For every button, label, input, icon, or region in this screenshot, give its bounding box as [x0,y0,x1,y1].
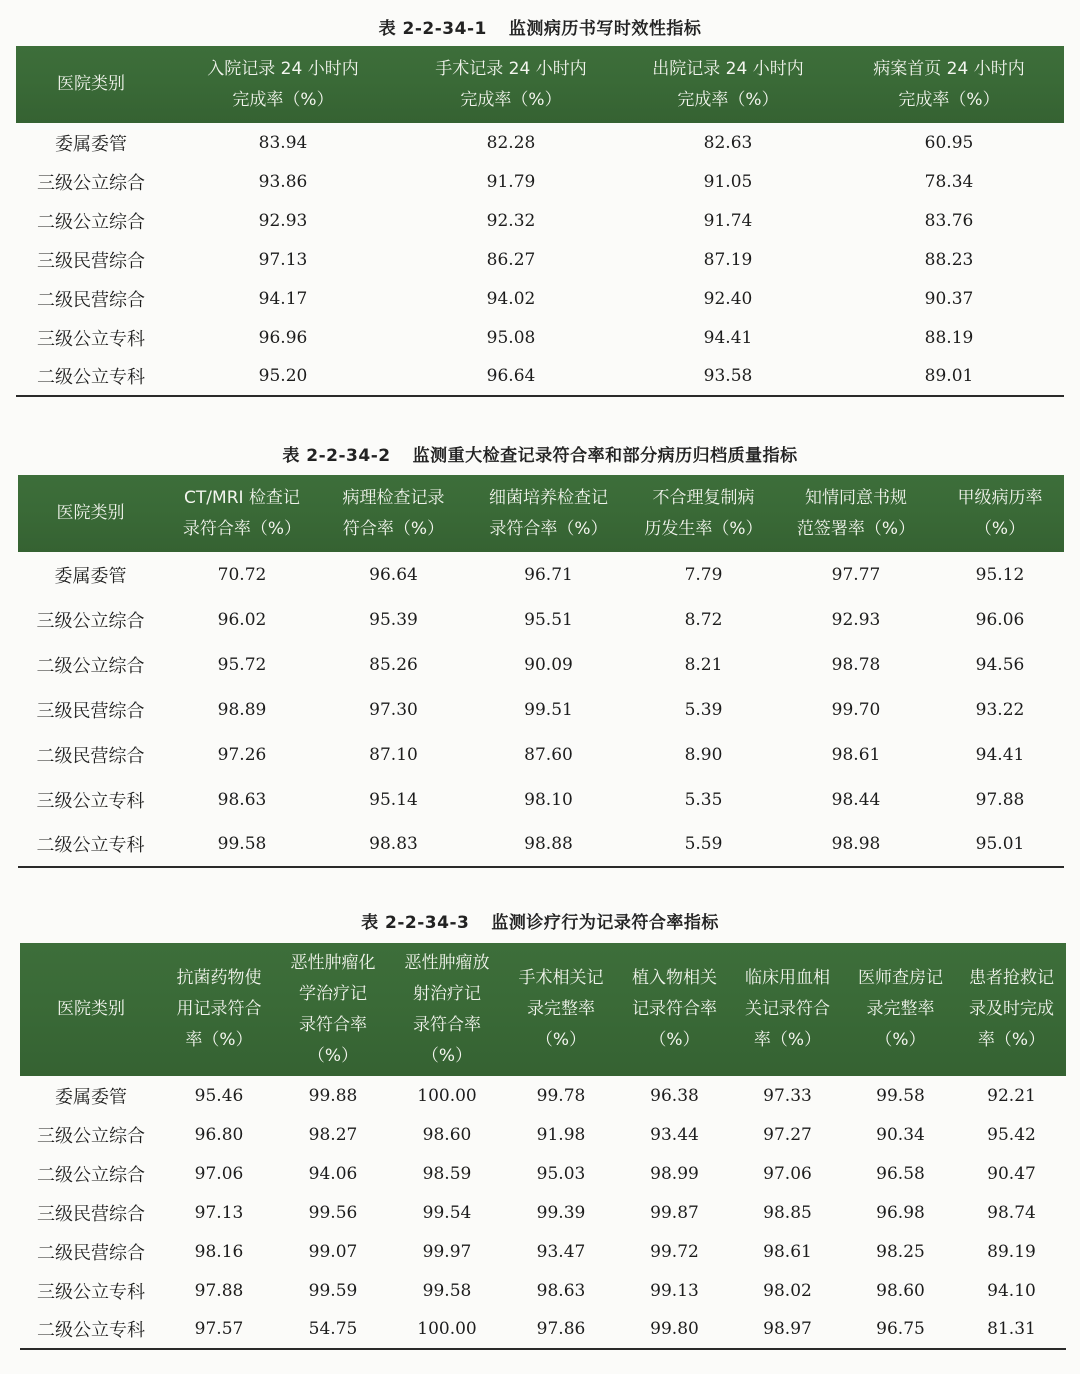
table-cell: 96.02 [217,609,267,630]
table1 [16,46,1064,397]
table3-caption-number: 表 2-2-34-3 [361,913,470,933]
table-cell: 95.03 [536,1163,586,1184]
table-cell: 98.02 [763,1280,812,1301]
table-cell: 98.60 [422,1124,472,1145]
table-cell: 95.51 [524,609,573,630]
table-cell: 97.88 [194,1280,244,1301]
table-cell: 96.64 [400,357,622,396]
column-header [400,46,622,123]
table-cell: 95.72 [217,654,267,675]
row-label: 三级公立综合 [37,172,145,194]
header-line: 录符合率 [413,1014,481,1035]
table-cell: 87.60 [524,744,573,765]
table-cell: 94.06 [308,1163,358,1184]
table-cell: 90.47 [987,1163,1036,1184]
table-cell: 99.58 [163,822,321,867]
table1-caption-number: 表 2-2-34-1 [378,19,487,39]
table-cell: 95.14 [369,789,418,810]
header-line: 植入物相关 [632,968,717,988]
table2-caption [0,441,1080,466]
table-cell: 99.80 [618,1310,731,1349]
header-line: 率（%） [185,1030,253,1050]
table-cell: 96.75 [844,1310,957,1349]
row-label: 二级民营综合 [37,1242,145,1264]
header-line: 医院类别 [56,503,125,523]
table-cell: 98.89 [217,699,267,720]
table-cell: 97.13 [194,1202,244,1223]
table-row [18,777,1064,822]
table-cell: 89.19 [987,1241,1036,1262]
header-line: 录完整率 [527,999,595,1019]
header-line: 关记录符合 [745,999,830,1019]
table-cell: 98.98 [776,822,936,867]
table-cell: 94.10 [987,1280,1036,1301]
table-cell: 93.86 [258,171,308,192]
table-cell: 97.27 [763,1124,812,1145]
header-line: 医师查房记 [858,968,943,988]
row-label: 二级民营综合 [37,289,145,311]
header-line: 范签署率（%） [796,518,916,539]
header-line: 完成率（%） [898,89,1000,110]
table1-caption [0,14,1080,39]
table-cell: 98.83 [321,822,466,867]
table-cell: 98.78 [831,654,881,675]
table-cell: 96.98 [876,1202,925,1223]
table-cell: 90.34 [876,1124,925,1145]
table-row [16,201,1064,240]
table-cell: 99.13 [650,1280,699,1301]
header-line: 历发生率（%） [644,518,763,539]
header-line: 用记录符合 [176,999,262,1019]
header-line: 抗菌药物使 [176,968,262,988]
header-line: 手术相关记 [518,968,604,988]
header-line: 录完整率 [866,999,935,1019]
table1-caption-title: 监测病历书写时效性指标 [508,19,702,39]
table-cell: 92.93 [831,609,881,630]
table-cell: 99.87 [650,1202,699,1223]
header-line: 入院记录 24 小时内 [207,58,359,79]
table-cell: 95.01 [936,822,1064,867]
table-cell: 98.97 [731,1310,844,1349]
column-header [390,943,504,1076]
header-line: 不合理复制病 [652,487,755,508]
table-cell: 97.57 [162,1310,276,1349]
table-cell: 95.08 [486,327,536,348]
table-cell: 85.26 [369,654,418,675]
table-cell: 96.96 [258,327,308,348]
column-header [166,46,400,123]
table-cell: 97.26 [217,744,267,765]
table-cell: 54.75 [276,1310,390,1349]
header-line: 临床用血相 [745,968,830,988]
table-cell: 97.13 [258,249,308,270]
table-cell: 98.88 [466,822,631,867]
table-cell: 99.72 [650,1241,699,1262]
table-cell: 88.23 [924,249,974,270]
table2 [18,475,1064,868]
table-cell: 98.60 [876,1280,925,1301]
table-cell: 97.06 [194,1163,244,1184]
header-row [20,943,1066,1076]
table-cell: 94.41 [975,744,1025,765]
table-cell: 94.56 [975,654,1025,675]
table-row [16,123,1064,162]
table-cell: 86.27 [486,249,536,270]
header-line: 录及时完成 [969,999,1054,1019]
table-cell: 93.22 [975,699,1025,720]
table-cell: 95.42 [987,1124,1036,1145]
column-header-category [20,943,162,1076]
row-label: 委属委管 [55,1086,127,1108]
table-cell: 98.85 [763,1202,812,1223]
column-header [844,943,957,1076]
header-line: 记录符合率 [632,999,717,1019]
table-cell: 93.58 [622,357,834,396]
header-line: 病案首页 24 小时内 [873,58,1025,79]
header-line: 完成率（%） [677,89,779,110]
header-line: 患者抢救记 [969,968,1054,988]
table-row [18,687,1064,732]
table3 [20,943,1066,1350]
header-line: 率（%） [977,1030,1046,1050]
header-line: （%） [875,1030,926,1050]
table-cell: 93.47 [536,1241,586,1262]
column-header [466,475,631,552]
header-line: 恶性肿瘤放 [404,952,490,973]
table-cell: 8.21 [684,654,723,675]
table-row [20,1076,1066,1115]
table3-caption [0,908,1080,933]
table-cell: 96.64 [369,564,418,585]
table-cell: 90.09 [524,654,573,675]
table-cell: 83.94 [258,132,308,153]
table-cell: 98.44 [831,789,881,810]
table-cell: 98.10 [524,789,573,810]
table3-caption-title: 监测诊疗行为记录符合率指标 [491,913,719,933]
column-header [504,943,618,1076]
table-row [20,1154,1066,1193]
table-cell: 96.06 [975,609,1025,630]
header-line: 手术记录 24 小时内 [435,58,587,79]
header-line: 出院记录 24 小时内 [652,58,804,79]
table-row [18,822,1064,867]
header-row [16,46,1064,123]
table-row [20,1232,1066,1271]
table-cell: 60.95 [924,132,974,153]
table-cell: 98.59 [422,1163,472,1184]
column-header [776,475,936,552]
row-label: 二级公立综合 [36,655,145,677]
table-cell: 97.30 [369,699,418,720]
row-label: 三级公立综合 [36,610,145,632]
table-cell: 90.37 [924,288,974,309]
table-cell: 97.06 [763,1163,812,1184]
row-label: 三级公立专科 [37,328,145,350]
table-cell: 98.61 [763,1241,812,1262]
table-cell: 94.17 [258,288,308,309]
table-row [20,1310,1066,1349]
table-cell: 92.21 [987,1085,1036,1106]
header-line: 射治疗记 [413,983,481,1004]
table-cell: 91.79 [486,171,536,192]
row-label: 委属委管 [54,565,127,587]
table-cell: 78.34 [924,171,974,192]
table-row [16,240,1064,279]
table-row [20,1115,1066,1154]
column-header [622,46,834,123]
table-cell: 98.27 [308,1124,358,1145]
table-cell: 98.61 [831,744,881,765]
header-line: 恶性肿瘤化 [290,952,376,973]
table-cell: 100.00 [417,1085,477,1106]
table-cell: 91.05 [703,171,753,192]
column-header-category [16,46,166,123]
header-line: 符合率（%） [342,518,445,539]
table-cell: 97.33 [763,1085,812,1106]
row-label: 三级民营综合 [37,250,145,272]
table-cell: 99.56 [308,1202,358,1223]
header-row [18,475,1064,552]
header-line: （%） [307,1045,359,1066]
row-label: 三级民营综合 [37,1203,145,1225]
table-row [20,1193,1066,1232]
table-cell: 88.19 [924,327,974,348]
column-header [834,46,1064,123]
table-row [18,597,1064,642]
header-line: 医院类别 [57,74,125,94]
table-cell: 93.44 [650,1124,699,1145]
table-cell: 8.72 [684,609,723,630]
table-cell: 98.16 [194,1241,244,1262]
table-cell: 98.99 [650,1163,699,1184]
row-label: 二级公立综合 [37,211,145,233]
table-row [16,162,1064,201]
table-cell: 96.58 [876,1163,925,1184]
table-cell: 99.97 [422,1241,472,1262]
table-cell: 82.63 [703,132,753,153]
table-cell: 5.39 [684,699,723,720]
header-line: CT/MRI 检查记 [184,487,300,508]
column-header [163,475,321,552]
table-cell: 92.40 [703,288,753,309]
column-header [936,475,1064,552]
header-line: 录符合率（%） [489,518,608,539]
table-cell: 98.63 [217,789,267,810]
header-line: 学治疗记 [299,983,367,1004]
row-label: 委属委管 [55,133,127,155]
table-row [16,357,1064,396]
row-label: 三级公立专科 [37,1281,145,1303]
row-label: 二级公立综合 [37,1164,145,1186]
table-cell: 96.71 [524,564,573,585]
table-cell: 95.46 [194,1085,244,1106]
table-cell: 83.76 [924,210,974,231]
table-cell: 96.38 [650,1085,699,1106]
table-cell: 81.31 [957,1310,1066,1349]
table-cell: 92.32 [486,210,536,231]
table-cell: 87.10 [369,744,418,765]
table-cell: 98.63 [536,1280,586,1301]
table-cell: 95.20 [166,357,400,396]
table-cell: 99.59 [308,1280,358,1301]
table-cell: 97.86 [504,1310,618,1349]
header-line: （%） [421,1045,473,1066]
column-header [276,943,390,1076]
column-header [321,475,466,552]
table-cell: 89.01 [834,357,1064,396]
table-cell: 99.07 [308,1241,358,1262]
table-cell: 99.70 [831,699,881,720]
table-cell: 94.02 [486,288,536,309]
table-cell: 92.93 [258,210,308,231]
header-line: 甲级病历率 [957,487,1043,508]
table-cell: 95.12 [975,564,1025,585]
header-line: 细菌培养检查记 [489,487,608,508]
header-line: 率（%） [753,1030,822,1050]
table2-caption-title: 监测重大检查记录符合率和部分病历归档质量指标 [412,446,798,466]
table-row [16,279,1064,318]
table-cell: 8.90 [684,744,723,765]
table-cell: 7.79 [684,564,723,585]
table-cell: 91.98 [536,1124,586,1145]
table-cell: 98.74 [987,1202,1036,1223]
row-label: 三级民营综合 [36,700,145,722]
table-cell: 96.80 [194,1124,244,1145]
column-header [631,475,776,552]
table-cell: 99.58 [876,1085,925,1106]
row-label: 二级公立专科 [16,357,166,396]
column-header [618,943,731,1076]
header-line: 知情同意书规 [805,487,907,508]
header-line: （%） [649,1030,700,1050]
header-line: 完成率（%） [232,89,334,110]
table-cell: 97.77 [831,564,881,585]
row-label: 二级民营综合 [36,745,145,767]
table-row [20,1271,1066,1310]
header-line: 完成率（%） [460,89,562,110]
column-header [731,943,844,1076]
table-row [16,318,1064,357]
column-header [162,943,276,1076]
row-label: 二级公立专科 [18,822,163,867]
row-label: 二级公立专科 [20,1310,162,1349]
table-cell: 98.25 [876,1241,925,1262]
table-cell: 70.72 [217,564,267,585]
table-cell: 99.54 [422,1202,472,1223]
header-line: 录符合率（%） [182,518,302,539]
table-row [18,732,1064,777]
header-line: 录符合率 [299,1014,367,1035]
table-cell: 87.19 [703,249,753,270]
table-cell: 95.39 [369,609,418,630]
table-cell: 99.39 [536,1202,586,1223]
table-cell: 99.78 [536,1085,586,1106]
table-cell: 91.74 [703,210,753,231]
table-cell: 5.35 [684,789,723,810]
table2-caption-number: 表 2-2-34-2 [282,446,391,466]
row-label: 三级公立综合 [37,1125,145,1147]
row-label: 三级公立专科 [36,790,145,812]
table-cell: 100.00 [390,1310,504,1349]
table-row [18,642,1064,687]
table-cell: 94.41 [703,327,753,348]
header-line: （%） [535,1030,587,1050]
table-cell: 99.88 [308,1085,358,1106]
table-cell: 99.58 [422,1280,472,1301]
column-header-category [18,475,163,552]
table-cell: 97.88 [975,789,1025,810]
header-line: 病理检查记录 [342,487,445,508]
table-row [18,552,1064,597]
header-line: 医院类别 [57,999,125,1019]
table-cell: 82.28 [486,132,536,153]
header-line: （%） [974,518,1026,539]
table-cell: 5.59 [631,822,776,867]
column-header [957,943,1066,1076]
table-cell: 99.51 [524,699,573,720]
